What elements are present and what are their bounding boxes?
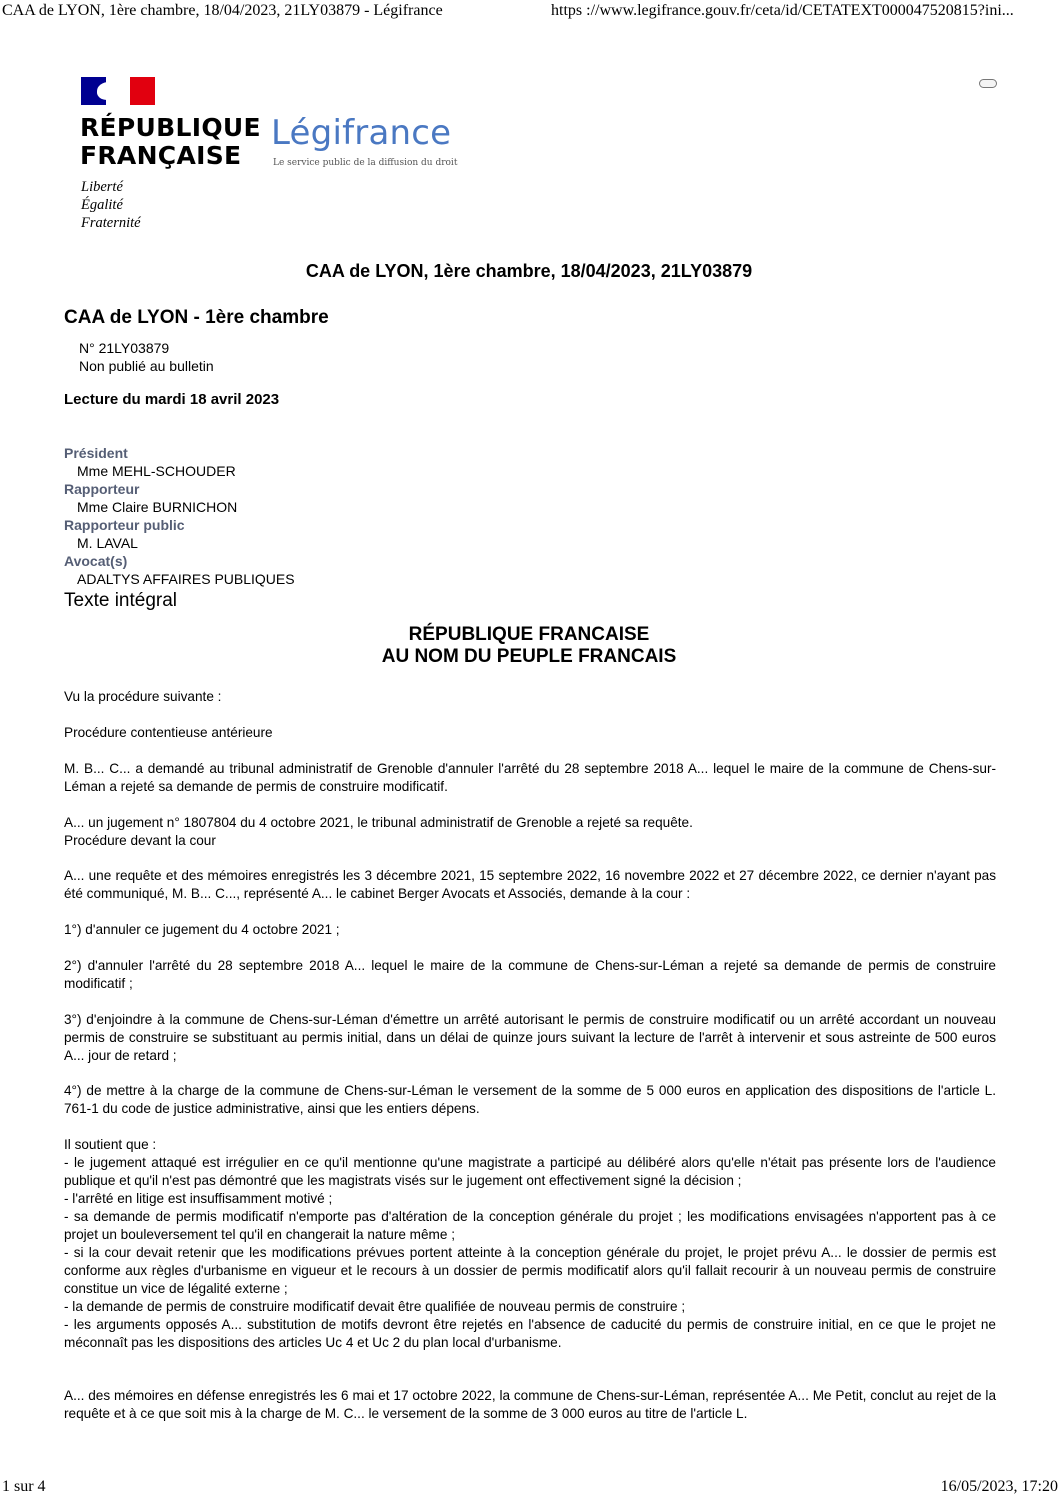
paragraph-moyens [64, 1136, 996, 1352]
chamber-heading: CAA de LYON - 1ère chambre [64, 307, 329, 328]
moyen-item: - sa demande de permis modificatif n'emporte pas d'altération de la conception générale du projet ; les modifications envisagées n'apportent pas à ce projet un bouleversement tel qu'il en changerait la nature même ; [64, 1209, 996, 1242]
publication-status: Non publié au bulletin [79, 358, 214, 374]
role-label-rapporteur-public: Rapporteur public [64, 517, 185, 533]
devise [81, 178, 141, 232]
print-datetime: 16/05/2023, 17:20 [940, 1478, 1058, 1495]
lecture-date: Lecture du mardi 18 avril 2023 [64, 391, 280, 408]
heading-republique: RÉPUBLIQUE FRANCAISE [408, 624, 650, 645]
paragraph-jugement-line: A... un jugement n° 1807804 du 4 octobre 2021, le tribunal administratif de Grenoble a rejeté sa requête. [64, 815, 693, 830]
paragraph-conclusion-4: 4°) de mettre à la charge de la commune de Chens-sur-Léman le versement de la somme de 5 000 euros en application des dispositions de l'article L. 761-1 du code de justice administrative, ainsi que les entiers dépens. [64, 1083, 996, 1116]
marianne-flag-icon [81, 77, 155, 105]
moyen-item: - si la cour devait retenir que les modifications prévues portent atteinte à la conception générale du projet, le projet prévu A... le dossier de permis est conforme aux règles d'urbanisme en vigueur et le recours à un dossier de permis modificatif alors qu'il fallait recourir à un nouveau permis de construire constitue un vice de légalité externe ; [64, 1245, 996, 1296]
case-number: N° 21LY03879 [79, 340, 170, 356]
paragraph-vu: Vu la procédure suivante : [64, 689, 222, 704]
menu-toggle-button[interactable] [979, 79, 997, 88]
print-header [0, 0, 1058, 22]
paragraph-conclusion-1: 1°) d'annuler ce jugement du 4 octobre 2021 ; [64, 922, 340, 937]
moyen-item: - le jugement attaqué est irrégulier en ce qu'il mentionne qu'une magistrate a participé au délibéré alors qu'elle n'était pas présente lors de l'audience publique et qu'il n'est pas démontré que les magistrats visés sur le jugement ont effectivement signé la décision ; [64, 1155, 996, 1188]
paragraph-requete: A... une requête et des mémoires enregistrés les 3 décembre 2021, 15 septembre 2022, 16 novembre 2022 et 27 décembre 2022, ce dernier n'ayant pas été communiqué, M. B... C..., représenté A... le cabinet Berger Avocats et Associés, demande à la cour : [64, 868, 996, 901]
print-footer [0, 1478, 1058, 1497]
print-header-title: CAA de LYON, 1ère chambre, 18/04/2023, 21LY03879 - Légifrance [2, 2, 443, 19]
paragraph-conclusion-2: 2°) d'annuler l'arrêté du 28 septembre 2018 A... lequel le maire de la commune de Chens-sur-Léman a rejeté sa demande de permis de construire modificatif ; [64, 958, 996, 991]
paragraph-jugement [64, 814, 996, 850]
role-value-rapporteur-public: M. LAVAL [77, 535, 138, 551]
page-indicator: 1 sur 4 [2, 1478, 46, 1495]
paragraph-defense: A... des mémoires en défense enregistrés les 6 mai et 17 octobre 2022, la commune de Chens-sur-Léman, représentée A... Me Petit, conclut au rejet de la requête et à ce que soit mis à la charge de M. C... le versement de la somme de 3 000 euros au titre de l'article L. [64, 1388, 996, 1421]
decision-heading [0, 624, 1058, 668]
moyen-item: - l'arrêté en litige est insuffisamment motivé ; [64, 1191, 333, 1206]
page-title: CAA de LYON, 1ère chambre, 18/04/2023, 21LY03879 [305, 261, 753, 281]
logo-francaise: FRANÇAISE [80, 141, 242, 170]
role-value-president: Mme MEHL-SCHOUDER [77, 463, 236, 479]
role-label-president: Président [64, 445, 128, 461]
logo-republique: RÉPUBLIQUE [80, 113, 261, 142]
role-value-avocats: ADALTYS AFFAIRES PUBLIQUES [77, 571, 295, 587]
moyen-item: - la demande de permis de construire modificatif devait être qualifiée de nouveau permis de construire ; [64, 1299, 686, 1314]
moyens-intro: Il soutient que : [64, 1137, 157, 1152]
heading-peuple: AU NOM DU PEUPLE FRANCAIS [381, 646, 677, 667]
paragraph-conclusion-3: 3°) d'enjoindre à la commune de Chens-sur-Léman d'émettre un arrêté autorisant le permis de construire modificatif ou un arrêté accordant un nouveau permis de construire se substituant au permis initial, dans un délai de quinze jours suivant la lecture de l'arrêt à intervenir et sous astreinte de 500 euros A... jour de retard ; [64, 1012, 996, 1063]
legifrance-logo[interactable]: Légifrance [271, 113, 452, 153]
paragraph-procedure-cour: Procédure devant la cour [64, 833, 216, 848]
role-label-avocats: Avocat(s) [64, 553, 128, 569]
legifrance-tagline: Le service public de la diffusion du droit [273, 158, 458, 168]
texte-integral-heading: Texte intégral [64, 590, 178, 611]
paragraph-procedure-anterieure: Procédure contentieuse antérieure [64, 725, 273, 740]
devise-fraternite: Fraternité [81, 215, 141, 231]
print-header-url: https ://www.legifrance.gouv.fr/ceta/id/CETATEXT000047520815?ini... [551, 2, 1014, 19]
moyen-item: - les arguments opposés A... substitution de motifs devront être rejetés en l'absence de caducité du permis de construire initial, en ce que le projet ne méconnaît pas les dispositions des articles Uc 4 et Uc 2 du plan local d'urbanisme. [64, 1317, 996, 1350]
role-label-rapporteur: Rapporteur [64, 481, 140, 497]
paragraph-demande: M. B... C... a demandé au tribunal administratif de Grenoble d'annuler l'arrêté du 28 septembre 2018 A... lequel le maire de la commune de Chens-sur-Léman a rejeté sa demande de permis de construire modificatif. [64, 761, 996, 794]
devise-liberte: Liberté [81, 179, 123, 195]
devise-egalite: Égalité [81, 197, 123, 213]
republique-francaise-logo [80, 114, 261, 170]
role-value-rapporteur: Mme Claire BURNICHON [77, 499, 238, 515]
